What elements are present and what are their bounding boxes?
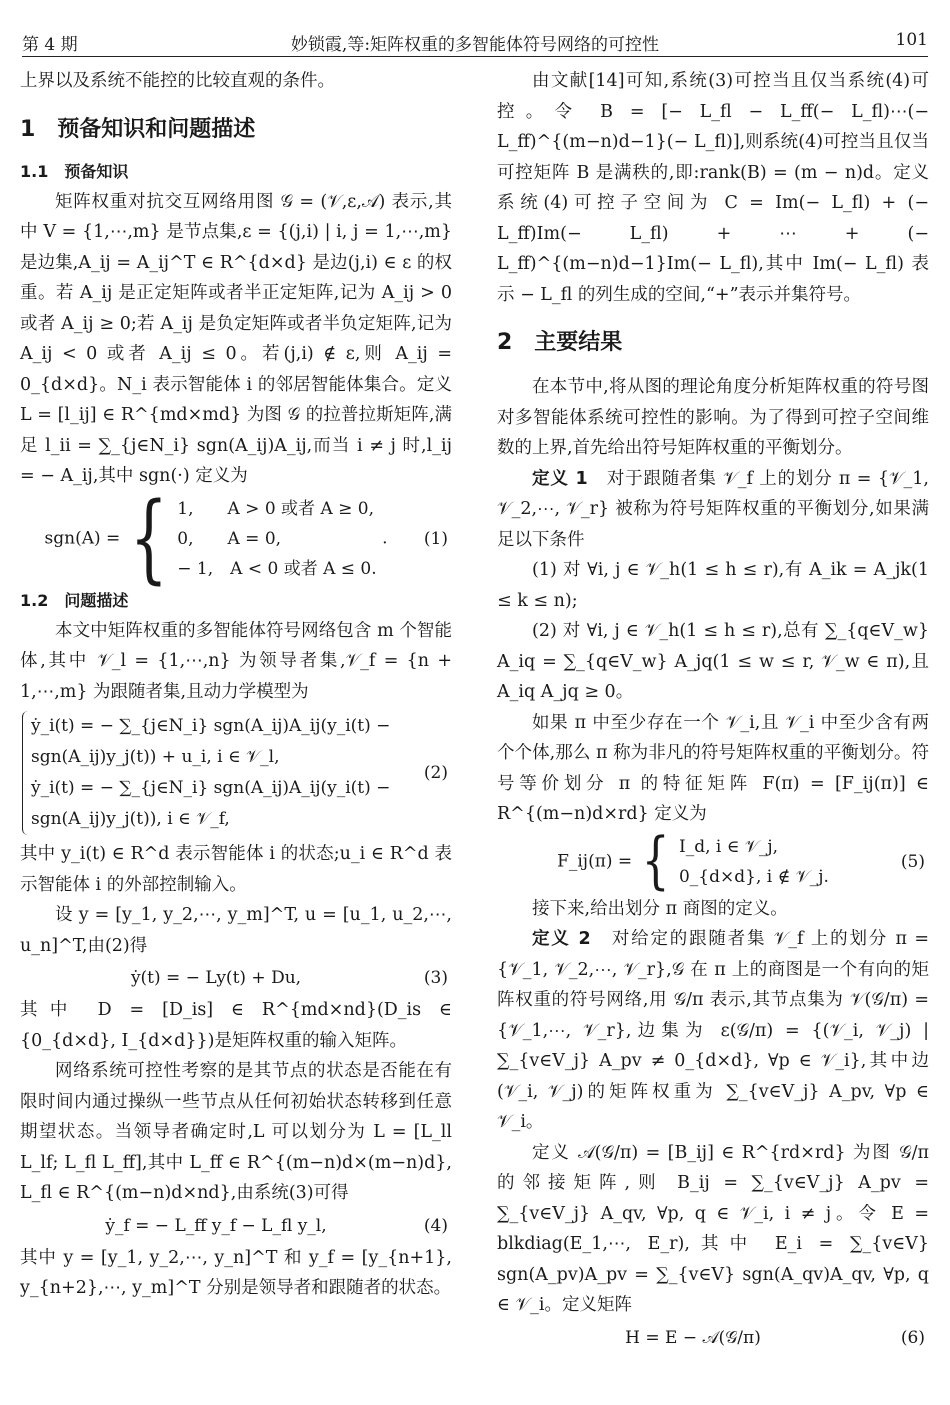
paragraph: 在本节中,将从图的理论角度分析矩阵权重的符号图对多智能体系统可控性的影响。为了得到可控子空间维数的上界,首先给出符号矩阵权重的平衡划分。 [497,377,929,458]
paragraph: 本文中矩阵权重的多智能体符号网络包含 m 个智能体,其中 𝒱_l = {1,⋯,n} 为领导者集,𝒱_f = {n + 1,⋯,m} 为跟随者集,且动力学模型为 [20,620,452,702]
equation-number: (1) [423,528,448,549]
equation-lhs: sgn(A) = [44,528,121,548]
condition: (2) 对 ∀i, j ∈ 𝒱_h(1 ≤ h ≤ r),总有 ∑_{q∈V_w} A_iq = ∑_{q∈V_w} A_jq(1 ≤ w ≤ r, 𝒱_w ∈ π),且 A_iq A_jq ≥ 0。 [497,621,929,702]
equation-number: (2) [423,763,448,783]
left-column [20,66,452,1304]
equation-body: ẏ(t) = − Ly(t) + Du, [130,968,302,988]
equation-2 [20,711,452,835]
equation-body: ẏ_f = − L_ff y_f − L_fl y_l, [105,1215,327,1236]
case-line: − 1, A < 0 或者 A ≤ 0. [177,558,377,579]
paragraph: 定义 𝒜(𝒢/π) = [B_ij] ∈ R^{rd×rd} 为图 𝒢/π 的邻接矩阵,则 B_ij = ∑_{v∈V_j} A_pv = ∑_{v∈V_j} A_qv, ∀p, q ∈ 𝒱_i, i ≠ j。令 E = blkdiag(E_1,⋯, E_r),其中 E_i = ∑_{v∈V} sgn(A_pv)A_pv = ∑_{v∈V} sgn(A_qv)A_qv, ∀p, q ∈ 𝒱_i。定义矩阵 [497,1142,929,1315]
issue-number: 第 4 期 [22,35,78,55]
case-line: 0_{d×d}, i ∉ 𝒱_j. [678,866,829,887]
equation-3 [20,963,452,993]
definition-label: 定义 1 [532,468,588,489]
paragraph: 设 y = [y_1, y_2,⋯, y_m]^T, u = [u_1, u_2,⋯, u_n]^T,由(2)得 [20,905,452,956]
definition-1 [497,464,929,556]
brace: { [641,825,670,897]
right-column [497,66,929,1355]
equation-4 [20,1211,452,1241]
paragraph: 其中 y = [y_1, y_2,⋯, y_n]^T 和 y_f = [y_{n+1}, y_{n+2},⋯, y_m]^T 分别是领导者和跟随者的状态。 [20,1247,452,1298]
case-line: 0, A = 0, [177,528,282,549]
cases [679,832,829,892]
equation-number: (3) [423,968,448,988]
cases [177,494,376,584]
running-header [22,26,928,57]
paragraph: 由文献[14]可知,系统(3)可控当且仅当系统(4)可控。令 B = [− L_fl − L_ff(− L_fl)⋯(− L_ff)^{(m−n)d−1}(− L_fl)],则系统(4)可控当且仅当可控矩阵 B 是满秩的,即:rank(B) = (m − n)d。定义系统(4)可控子空间为 C = Im(− L_fl) + (− L_ff)Im(− L_fl) + ⋯ + (− L_ff)^{(m−n)d−1}Im(− L_fl),其中 Im(− L_fl) 表示 − L_fl 的列生成的空间,“+”表示并集符号。 [497,71,929,305]
condition: (1) 对 ∀i, j ∈ 𝒱_h(1 ≤ h ≤ r),有 A_ik = A_jk(1 ≤ k ≤ n); [497,560,929,611]
equation-number: (6) [900,1327,925,1348]
paragraph: 网络系统可控性考察的是其节点的状态是否能在有限时间内通过操纵一些节点从任何初始状态转移到任意期望状态。当领导者确定时,L 可以划分为 L = [L_ll L_lf; L_fl L_ff],其中 L_ff ∈ R^{(m−n)d×(m−n)d}, L_fl ∈ R^{(m−n)d×nd},由系统(3)可得 [20,1061,452,1203]
section-heading: 1 预备知识和问题描述 [20,116,256,142]
case-line: 1, A > 0 或者 A ≥ 0, [177,498,375,519]
paragraph: 其中 y_i(t) ∈ R^d 表示智能体 i 的状态;u_i ∈ R^d 表示智能体 i 的外部控制输入。 [20,844,452,895]
equation-system [22,711,391,835]
section-heading: 2 主要结果 [497,330,623,355]
definition-text: 对于跟随者集 𝒱_f 上的划分 π = {𝒱_1, 𝒱_2,⋯, 𝒱_r} 被称为符号矩阵权重的平衡划分,如果满足以下条件 [497,468,929,550]
equation-number: (4) [423,1215,448,1236]
paragraph: 其中 D = [D_is] ∈ R^{md×nd}(D_is ∈ {0_{d×d}, I_{d×d}})是矩阵权重的输入矩阵。 [20,1000,452,1051]
paragraph: 如果 π 中至少存在一个 𝒱_i,且 𝒱_i 中至少含有两个个体,那么 π 称为非凡的符号矩阵权重的平衡划分。符号等价划分 π 的特征矩阵 F(π) = [F_ij(π)] ∈ R^{(m−n)d×rd} 定义为 [497,712,929,824]
subsection-heading: 1.2 问题描述 [20,590,129,610]
definition-text: 对给定的跟随者集 𝒱_f 上的划分 π = {𝒱_1, 𝒱_2,⋯, 𝒱_r},𝒢 在 π 上的商图是一个有向的矩阵权重的符号网络,用 𝒢/π 表示,其节点集为 𝒱(𝒢/π) = {𝒱_1,⋯, 𝒱_r},边集为 ε(𝒢/π) = {(𝒱_i, 𝒱_j) | ∑_{v∈V_j} A_pv ≠ 0_{d×d}, ∀p ∈ 𝒱_i},其中边(𝒱_i, 𝒱_j)的矩阵权重为 ∑_{v∈V_j} A_pv, ∀p ∈ 𝒱_i。 [497,929,929,1132]
equation-line: ẏ_i(t) = − ∑_{j∈N_i} sgn(A_ij)A_ij(y_i(t) − [31,716,391,736]
paragraph: 上界以及系统不能控的比较直观的条件。 [20,71,335,91]
paragraph: 接下来,给出划分 π 商图的定义。 [532,898,788,919]
equation-1 [20,482,452,595]
page-number: 101 [895,30,928,50]
definition-2 [497,924,929,1138]
equation-line: sgn(A_ij)y_j(t)), i ∈ 𝒱_f, [31,809,230,829]
equation-5 [497,825,929,897]
equation-line: sgn(A_ij)y_j(t)) + u_i, i ∈ 𝒱_l, [31,747,280,767]
equation-dot: . [382,528,388,548]
equation-number: (5) [900,851,925,872]
definition-label: 定义 2 [532,929,591,949]
case-line: I_d, i ∈ 𝒱_j, [678,836,779,857]
brace: { [129,482,168,595]
paragraph: 矩阵权重对抗交互网络用图 𝒢 = (𝒱,ε,𝒜) 表示,其中 V = {1,⋯,m} 是节点集,ε = {(j,i) | i, j = 1,⋯,m} 是边集,A_ij = A_ij^T ∈ R^{d×d} 是边(j,i) ∈ ε 的权重。若 A_ij 是正定矩阵或者半正定矩阵,记为 A_ij > 0 或者 A_ij ≥ 0;若 A_ij 是负定矩阵或者半负定矩阵,记为 A_ij < 0 或者 A_ij ≤ 0。若(j,i) ∉ ε,则 A_ij = 0_{d×d}。N_i 表示智能体 i 的邻居智能体集合。定义 L = [l_ij] ∈ R^{md×md} 为图 𝒢 的拉普拉斯矩阵,满足 l_ii = ∑_{j∈N_i} sgn(A_ij)A_ij,而当 i ≠ j 时,l_ij = − A_ij,其中 sgn(·) 定义为 [20,191,452,486]
equation-6 [497,1323,929,1353]
equation-lhs: F_ij(π) = [557,851,633,871]
equation-line: ẏ_i(t) = − ∑_{j∈N_i} sgn(A_ij)A_ij(y_i(t) − [31,778,391,798]
running-title: 妙锁霞,等:矩阵权重的多智能体符号网络的可控性 [290,35,660,55]
subsection-heading: 1.1 预备知识 [20,161,129,181]
equation-body: H = E − 𝒜(𝒢/π) [625,1327,761,1348]
